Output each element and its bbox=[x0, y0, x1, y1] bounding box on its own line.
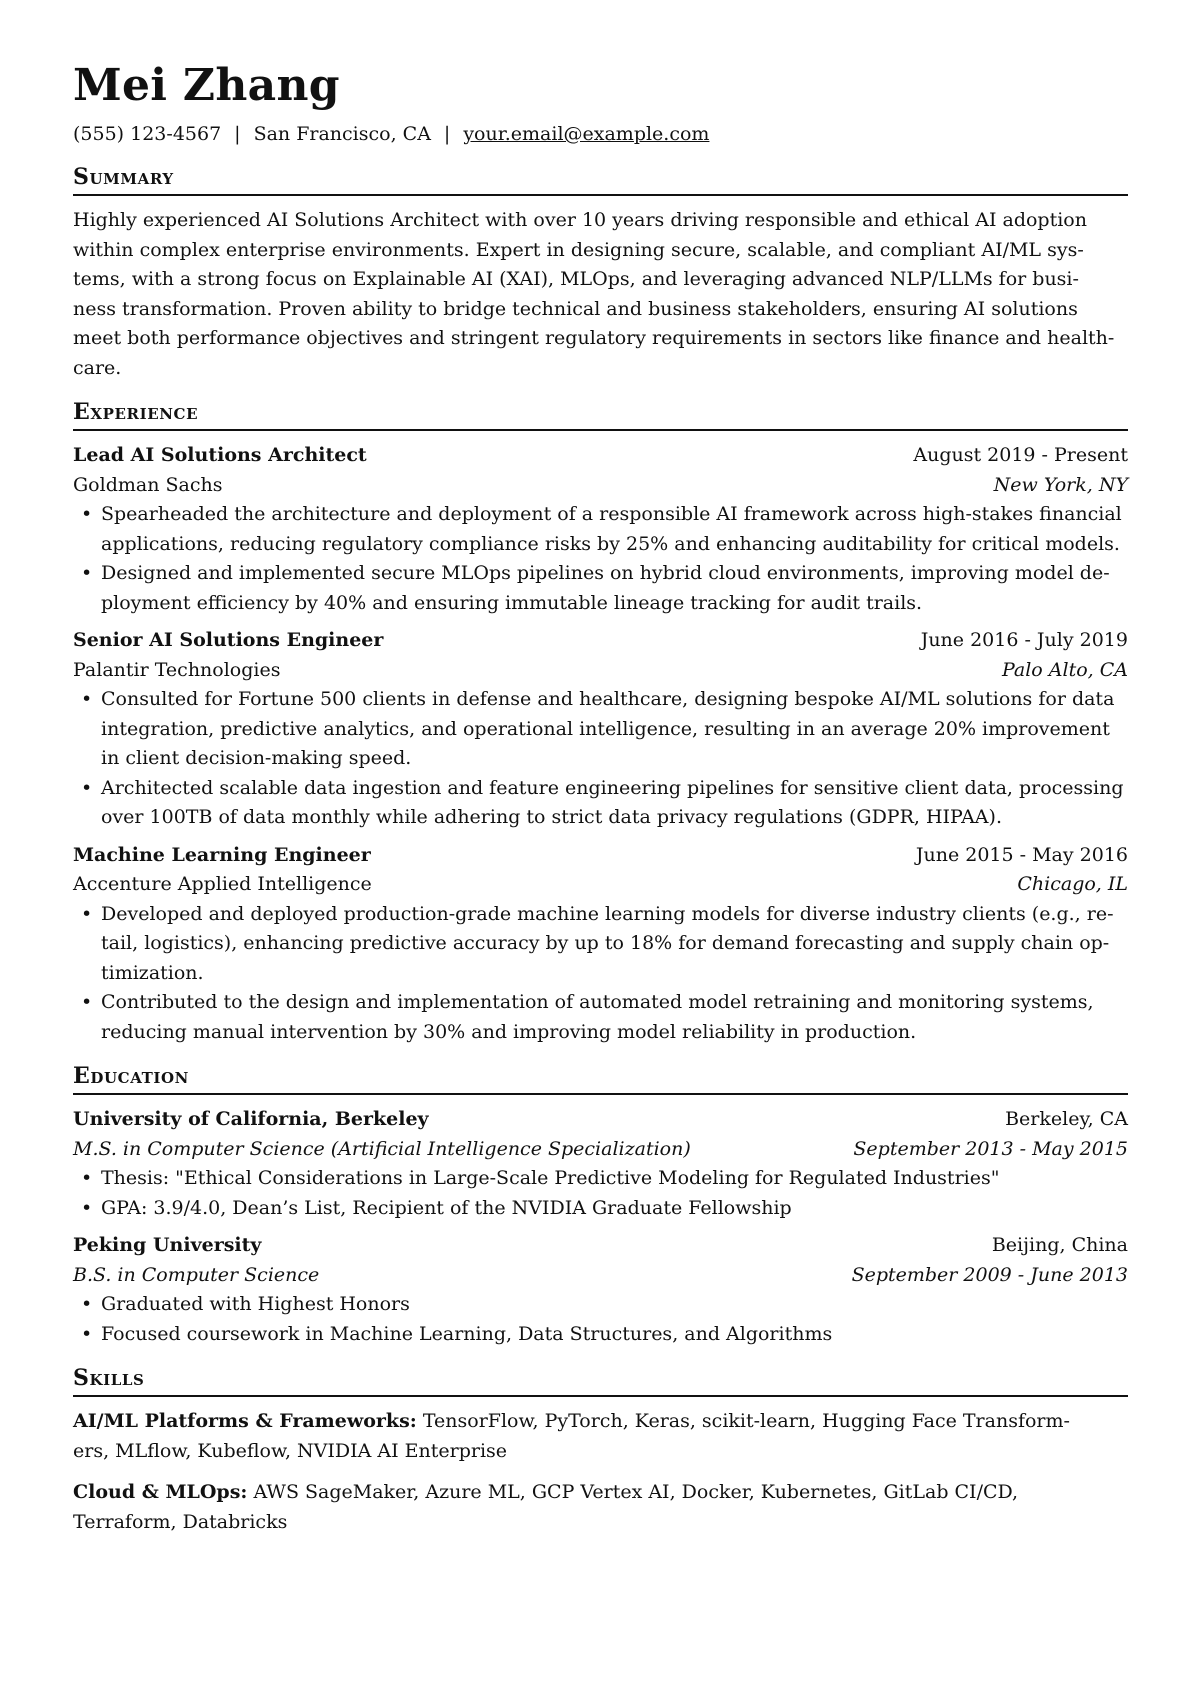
bullet-line: integration, predictive analytics, and operational intelligence, resulting in an average 20% improvement bbox=[101, 717, 1110, 740]
company-name: Palantir Technologies bbox=[73, 658, 281, 681]
job-entry bbox=[73, 441, 1128, 618]
bullet-line: • Contributed to the design and implementation of automated model retraining and monitoring systems, bbox=[101, 991, 1094, 1013]
school-name: University of California, Berkeley bbox=[73, 1108, 429, 1130]
skill-group bbox=[73, 1407, 1128, 1466]
summary-line: care. bbox=[73, 356, 122, 379]
bullet-item: • Focused coursework in Machine Learning, Data Structures, and Algorithms bbox=[73, 1320, 1128, 1350]
skill-values: AWS SageMaker, Azure ML, GCP Vertex AI, Docker, Kubernetes, GitLab CI/CD, bbox=[247, 1481, 1019, 1503]
email-link[interactable]: your.email@example.com bbox=[463, 123, 710, 145]
skill-values: Terraform, Databricks bbox=[73, 1510, 288, 1533]
contact-separator: | bbox=[443, 123, 451, 145]
bullet-line: tail, logistics), enhancing predictive accuracy by up to 18% for demand forecasting and supply chain op- bbox=[101, 932, 1110, 954]
skill-line bbox=[73, 1478, 1128, 1508]
school-location: Berkeley, CA bbox=[1005, 1108, 1128, 1130]
bullet-item bbox=[73, 500, 1128, 559]
skills-section bbox=[73, 1363, 1128, 1537]
section-heading-summary: Summary bbox=[73, 162, 1128, 196]
bullet-line: reducing manual intervention by 30% and improving model reliability in production. bbox=[101, 1020, 917, 1043]
company-name: Accenture Applied Intelligence bbox=[73, 873, 372, 895]
bullet-line: • Consulted for Fortune 500 clients in defense and healthcare, designing bespoke AI/ML solutions for data bbox=[101, 688, 1115, 710]
section-heading-skills: Skills bbox=[73, 1363, 1128, 1397]
job-bullets bbox=[73, 685, 1128, 833]
education-entry bbox=[73, 1231, 1128, 1349]
job-company-row bbox=[73, 870, 1128, 900]
job-bullets bbox=[73, 900, 1128, 1048]
company-name: Goldman Sachs bbox=[73, 473, 223, 496]
experience-section bbox=[73, 397, 1128, 1047]
contact-line bbox=[73, 120, 1128, 148]
bullet-item: • Graduated with Highest Honors bbox=[73, 1290, 1128, 1320]
school-name: Peking University bbox=[73, 1234, 262, 1256]
degree-row bbox=[73, 1261, 1128, 1291]
bullet-line: • Designed and implemented secure MLOps pipelines on hybrid cloud environments, improving model de- bbox=[101, 562, 1110, 584]
bullet-line: • Architected scalable data ingestion and feature engineering pipelines for sensitive client data, processing bbox=[101, 776, 1124, 799]
section-heading-education: Education bbox=[73, 1061, 1128, 1095]
job-location: Chicago, IL bbox=[1017, 873, 1128, 895]
summary-line: meet both performance objectives and stringent regulatory requirements in sectors like finance and health- bbox=[73, 327, 1115, 349]
bullet-item: • GPA: 3.9/4.0, Dean’s List, Recipient of the NVIDIA Graduate Fellowship bbox=[73, 1194, 1128, 1224]
section-heading-experience: Experience bbox=[73, 397, 1128, 431]
job-company-row bbox=[73, 471, 1128, 501]
skill-line bbox=[73, 1407, 1128, 1437]
bullet-line: applications, reducing regulatory compliance risks by 25% and enhancing auditability for critical models. bbox=[101, 532, 1120, 555]
degree-name: M.S. in Computer Science (Artificial Intelligence Specialization) bbox=[73, 1137, 691, 1160]
degree-dates: September 2009 - June 2013 bbox=[851, 1263, 1128, 1286]
education-bullets bbox=[73, 1290, 1128, 1349]
summary-line: Highly experienced AI Solutions Architect with over 10 years driving responsible and ethical AI adoption bbox=[73, 209, 1087, 231]
skill-values: TensorFlow, PyTorch, Keras, scikit-learn, Hugging Face Transform- bbox=[416, 1410, 1070, 1432]
bullet-line: • Spearheaded the architecture and deployment of a responsible AI framework across high-stakes financial bbox=[101, 503, 1122, 525]
job-dates: June 2016 - July 2019 bbox=[920, 629, 1128, 651]
summary-line: tems, with a strong focus on Explainable AI (XAI), MLOps, and leveraging advanced NLP/LLMs for busi- bbox=[73, 268, 1079, 290]
job-header bbox=[73, 626, 1128, 656]
bullet-item bbox=[73, 988, 1128, 1047]
summary-text bbox=[73, 206, 1128, 383]
bullet-item bbox=[73, 559, 1128, 618]
job-title: Senior AI Solutions Engineer bbox=[73, 629, 384, 651]
education-bullets bbox=[73, 1164, 1128, 1223]
summary-section bbox=[73, 162, 1128, 383]
job-entry bbox=[73, 626, 1128, 833]
skill-label: AI/ML Platforms & Frameworks: bbox=[73, 1410, 417, 1432]
job-dates: August 2019 - Present bbox=[913, 444, 1128, 466]
contact-separator: | bbox=[234, 123, 241, 145]
job-location: Palo Alto, CA bbox=[1001, 658, 1128, 681]
skill-label: Cloud & MLOps: bbox=[73, 1481, 248, 1503]
phone-number: (555) 123-4567 bbox=[73, 123, 222, 145]
job-location: New York, NY bbox=[993, 473, 1128, 496]
school-header bbox=[73, 1105, 1128, 1135]
bullet-item: • Thesis: "Ethical Considerations in Large-Scale Predictive Modeling for Regulated Industries" bbox=[73, 1164, 1128, 1194]
skill-group bbox=[73, 1478, 1128, 1537]
resume-content bbox=[73, 58, 1128, 1549]
candidate-name: Mei Zhang bbox=[73, 60, 340, 111]
school-header bbox=[73, 1231, 1128, 1261]
degree-dates: September 2013 - May 2015 bbox=[853, 1137, 1128, 1160]
bullet-line: in client decision-making speed. bbox=[101, 747, 412, 769]
school-location: Beijing, China bbox=[991, 1234, 1128, 1256]
job-header bbox=[73, 441, 1128, 471]
bullet-line: • Developed and deployed production-grade machine learning models for diverse industry clients (e.g., re- bbox=[101, 902, 1114, 925]
summary-line: ness transformation. Proven ability to bridge technical and business stakeholders, ensuring AI solutions bbox=[73, 297, 1078, 320]
job-entry bbox=[73, 841, 1128, 1048]
bullet-line: timization. bbox=[101, 961, 204, 984]
job-header bbox=[73, 841, 1128, 871]
job-company-row bbox=[73, 656, 1128, 686]
job-title: Machine Learning Engineer bbox=[73, 843, 371, 866]
bullet-item bbox=[73, 774, 1128, 833]
education-section bbox=[73, 1061, 1128, 1349]
skill-values: ers, MLflow, Kubeflow, NVIDIA AI Enterprise bbox=[73, 1439, 508, 1462]
bullet-item bbox=[73, 900, 1128, 989]
bullet-item bbox=[73, 685, 1128, 774]
summary-line: within complex enterprise environments. Expert in designing secure, scalable, and compliant AI/ML sys- bbox=[73, 238, 1084, 261]
job-bullets bbox=[73, 500, 1128, 618]
bullet-line: over 100TB of data monthly while adhering to strict data privacy regulations (GDPR, HIPAA). bbox=[101, 806, 1002, 828]
degree-name: B.S. in Computer Science bbox=[73, 1263, 320, 1286]
bullet-line: ployment efficiency by 40% and ensuring immutable lineage tracking for audit trails. bbox=[101, 591, 923, 614]
location: San Francisco, CA bbox=[253, 123, 431, 145]
education-entry bbox=[73, 1105, 1128, 1223]
job-dates: June 2015 - May 2016 bbox=[915, 843, 1128, 866]
job-title: Lead AI Solutions Architect bbox=[73, 444, 367, 466]
degree-row bbox=[73, 1135, 1128, 1165]
